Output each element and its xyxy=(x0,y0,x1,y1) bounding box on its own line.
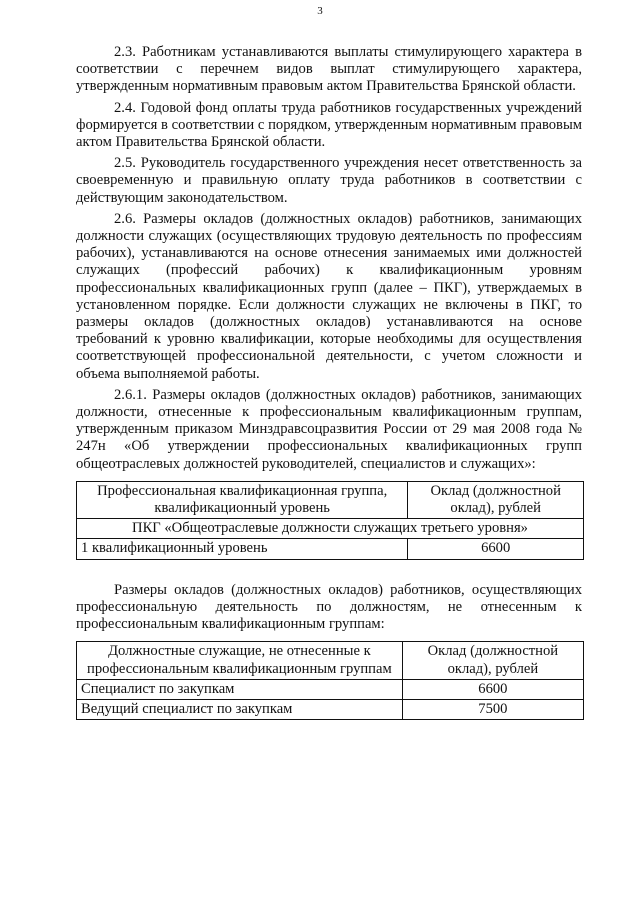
table-header-row xyxy=(77,642,584,679)
table-header-row xyxy=(77,481,584,518)
non-pkg-salary-table xyxy=(76,641,584,720)
salary-cell: 7500 xyxy=(402,699,583,719)
table-header-salary: Оклад (должностной оклад), рублей xyxy=(408,481,584,518)
salary-cell: 6600 xyxy=(408,539,584,559)
paragraph-2-5: 2.5. Руководитель государственного учреждения несет ответственность за своевременную и правильную оплату труда работников в соответствии с действующим законодательством. xyxy=(76,155,582,206)
paragraph-non-pkg: Размеры окладов (должностных окладов) работников, осуществляющих профессиональную деятельность по должностям, не отнесенным к профессиональным квалификационным группам: xyxy=(76,581,582,633)
table-header-group: Профессиональная квалификационная группа, квалификационный уровень xyxy=(77,481,408,518)
page-number: 3 xyxy=(317,5,323,17)
table-header-position: Должностные служащие, не отнесенные к профессиональным квалификационным группам xyxy=(77,642,403,679)
paragraph-2-6: 2.6. Размеры окладов (должностных окладов) работников, занимающих должности служащих (осуществляющих трудовую деятельность по профессиям рабочих), устанавливаются на основе отнесения занимаемых ими должностей служащих (профессий рабочих) к квалификационным уровням профессиональных квалификационных групп (далее – ПКГ), утверждаемых в установленном порядке. Если должности служащих не включены в ПКГ, то размеры окладов (должностных окладов) устанавливаются на основе требований к уровню квалификации, которые необходимы для осуществления соответствующей профессиональной деятельности, с учетом сложности и объема выполняемой работы. xyxy=(76,210,582,382)
paragraph-2-3: 2.3. Работникам устанавливаются выплаты стимулирующего характера в соответствии с перечнем видов выплат стимулирующего характера, утвержденным нормативным правовым актом Правительства Брянской области. xyxy=(76,44,582,95)
table-group-row xyxy=(77,519,584,539)
qualification-level-cell: 1 квалификационный уровень xyxy=(77,539,408,559)
document-body xyxy=(76,44,582,720)
salary-cell: 6600 xyxy=(402,679,583,699)
table-row xyxy=(77,539,584,559)
paragraph-2-4: 2.4. Годовой фонд оплаты труда работников государственных учреждений формируется в соответствии с порядком, утвержденным нормативным правовым актом Правительства Брянской области. xyxy=(76,99,582,151)
table-row xyxy=(77,679,584,699)
pkg-group-title: ПКГ «Общеотраслевые должности служащих третьего уровня» xyxy=(77,519,584,539)
table-row xyxy=(77,699,584,719)
qualification-salary-table xyxy=(76,481,584,560)
paragraph-2-6-1: 2.6.1. Размеры окладов (должностных окладов) работников, занимающих должности, отнесенные к профессиональным квалификационным группам, утвержденным приказом Минздравсоцразвития России от 29 мая 2008 года № 247н «Об утверждении профессиональных квалификационных групп общеотраслевых должностей руководителей, специалистов и служащих»: xyxy=(76,386,582,472)
position-cell: Специалист по закупкам xyxy=(77,679,403,699)
position-cell: Ведущий специалист по закупкам xyxy=(77,699,403,719)
table-header-salary: Оклад (должностной оклад), рублей xyxy=(402,642,583,679)
